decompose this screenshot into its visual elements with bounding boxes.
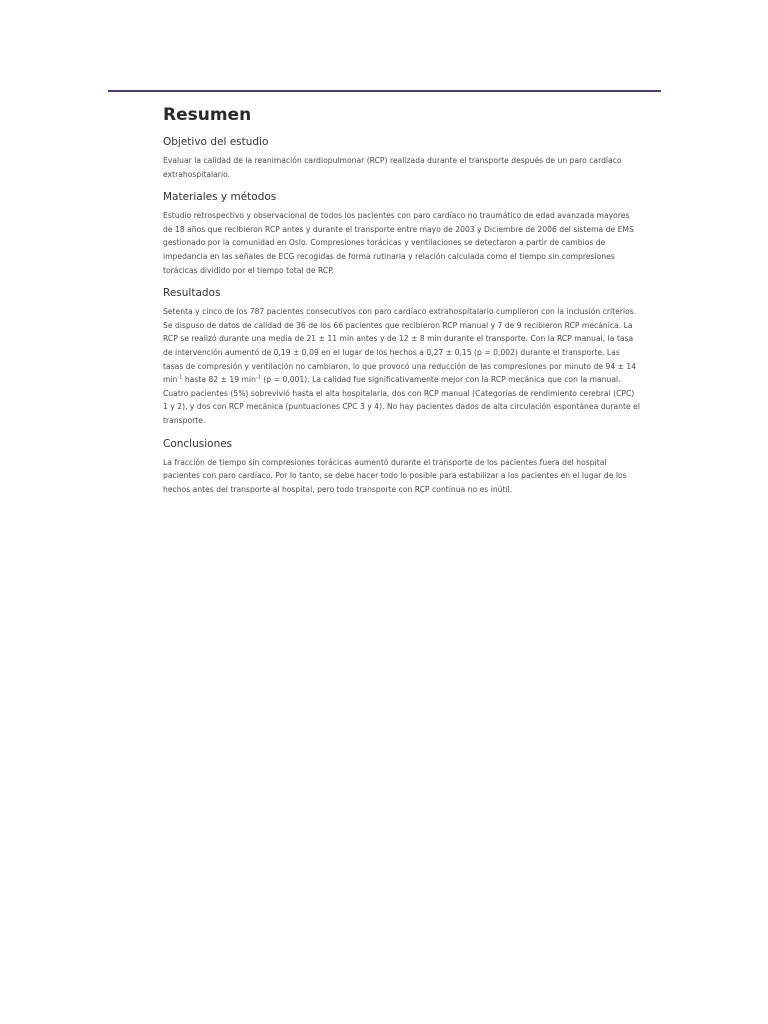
section-body-conclusions: La fracción de tiempo sin compresiones torácicas aumentó durante el transporte de los pacientes fuera del hospital pacientes con paro cardíaco. Por lo tanto, se debe hacer todo lo posible para estabilizar a los pacientes en el lugar de los hechos antes del transporte al hospital, pero todo transporte con RCP continua no es inútil. [163, 457, 627, 494]
section-methods [163, 190, 641, 277]
results-superscript-2: -1 [255, 374, 261, 381]
section-body-results [163, 305, 641, 427]
section-body-objective: Evaluar la calidad de la reanimación cardiopulmonar (RCP) realizada durante el transporte después de un paro cardíaco extrahospitalario. [163, 156, 622, 179]
abstract-content [163, 104, 641, 505]
results-text-part-2: hasta 82 ± 19 min [182, 375, 256, 385]
section-results [163, 286, 641, 427]
results-text-part-3: (p = 0,001). La calidad fue significativamente mejor con la RCP mecánica que con la manual. Cuatro pacientes (5%) sobrevivió hasta el alta hospitalaria, dos con RCP manual (Categorías de rendimiento cerebral (CPC) 1 y 2), y dos con RCP mecánica (puntuaciones CPC 3 y 4). No hay pacientes dados de alta circulación espontánea durante el transporte. [163, 375, 640, 425]
top-divider-rule [108, 90, 661, 92]
results-superscript-1: -1 [177, 374, 183, 381]
section-conclusions [163, 437, 641, 497]
results-text-part-1: Setenta y cinco de los 787 pacientes consecutivos con paro cardíaco extrahospitalario cumplieron con la inclusión criterios. Se dispuso de datos de calidad de 36 de los 66 pacientes que recibieron RCP manual y 7 de 9 recibieron RCP mecánica. La RCP se realizó durante una media de 21 ± 11 min antes y de 12 ± 8 min durante el transporte. Con la RCP manual, la tasa de intervención aumentó de 0,19 ± 0,09 en el lugar de los hechos a 0,27 ± 0,15 (p = 0,002) durante el transporte. Las tasas de compresión y ventilación no cambiaron, lo que provocó una reducción de las compresiones por minuto de 94 ± 14 min [163, 307, 637, 385]
section-body-methods: Estudio retrospectivo y observacional de todos los pacientes con paro cardíaco no traumático de edad avanzada mayores de 18 años que recibieron RCP antes y durante el transporte entre mayo de 2003 y Diciembre de 2006 del sistema de EMS gestionado por la comunidad en Oslo. Compresiones torácicas y ventilaciones se detectaron a partir de cambios de impedancia en las señales de ECG recogidas de forma rutinaria y relación calculada como el tiempo sin compresiones torácicas dividido por el tiempo total de RCP. [163, 211, 634, 275]
section-heading-results: Resultados [163, 287, 221, 300]
section-heading-methods: Materiales y métodos [163, 191, 277, 204]
section-objective [163, 135, 641, 181]
section-heading-conclusions: Conclusiones [163, 437, 233, 450]
page-title: Resumen [163, 105, 252, 125]
section-heading-objective: Objetivo del estudio [163, 136, 269, 148]
